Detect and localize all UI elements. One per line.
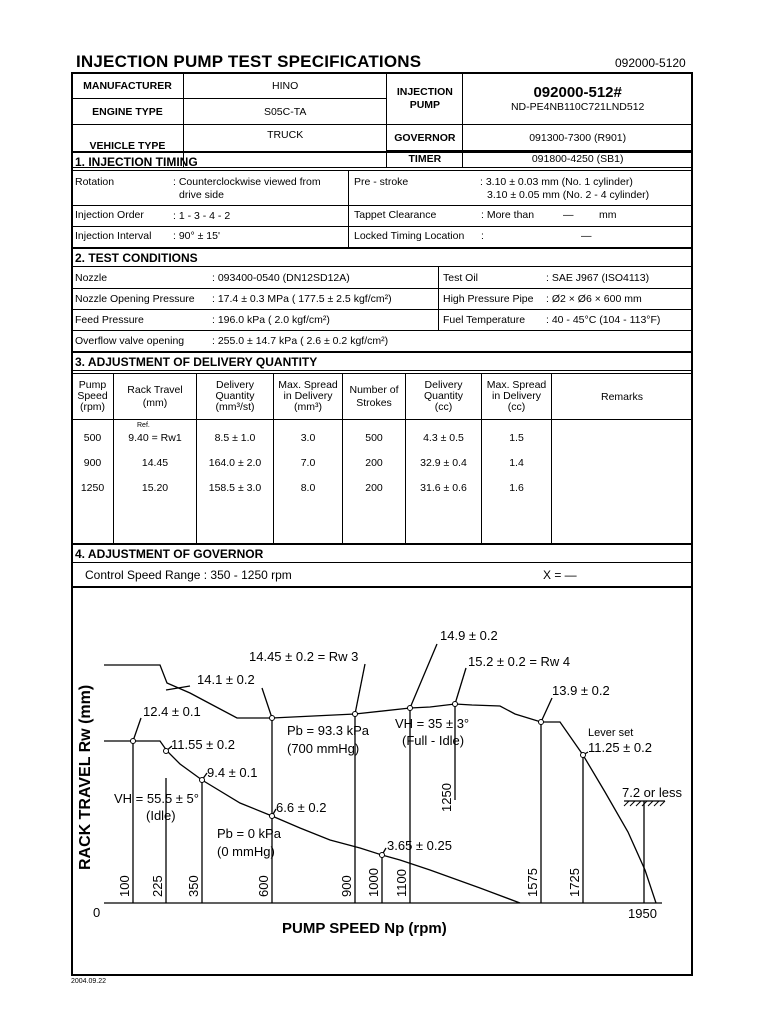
delivery-header-row [72, 374, 693, 420]
locked-colon: : [481, 230, 484, 242]
tick-1250: 1250 [439, 783, 454, 812]
tick-900: 900 [339, 875, 354, 897]
interval-value: : 90° ± 15' [173, 230, 220, 242]
footer-date: 2004.09.22 [71, 978, 107, 985]
ann-idle: (Idle) [146, 808, 176, 823]
col-strokes: Number of Strokes [343, 374, 406, 420]
nozzle-value: : 093400-0540 (DN12SD12A) [212, 272, 350, 284]
engine-type-value: S05C-TA [183, 99, 386, 125]
injection-timing-heading: 1. INJECTION TIMING [71, 151, 693, 171]
rotation-row [71, 171, 693, 206]
feed-value: : 196.0 kPa ( 2.0 kgf/cm²) [212, 314, 330, 326]
col-spread-cc: Max. Spread in Delivery (cc) [482, 374, 552, 420]
overflow-value: : 255.0 ± 14.7 kPa ( 2.6 ± 0.2 kgf/cm²) [212, 335, 389, 347]
control-range-row [71, 563, 693, 587]
prestroke-value: : 3.10 ± 0.03 mm (No. 1 cylinder) [480, 176, 633, 188]
ann-pb93: Pb = 93.3 kPa [287, 723, 370, 738]
oil-label: Test Oil [443, 272, 479, 284]
col-rack-travel: Rack Travel (mm) [114, 374, 197, 420]
governor-value: 091300-7300 (R901) [463, 125, 693, 151]
tappet-label: Tappet Clearance [354, 209, 437, 221]
delivery-heading: 3. ADJUSTMENT OF DELIVERY QUANTITY [71, 351, 693, 371]
y-axis-label: RACK TRAVEL Rw (mm) [77, 684, 94, 870]
document-number: 092000-5120 [615, 56, 686, 70]
governor-label: GOVERNOR [387, 125, 463, 151]
ann-vh35: VH = 35 ± 3° [395, 716, 470, 731]
tick-225: 225 [150, 875, 165, 897]
timer-label: TIMER [387, 151, 463, 168]
ann-3-65: 3.65 ± 0.25 [387, 838, 452, 853]
injection-pump-value [463, 73, 693, 125]
rotation-label: Rotation [75, 176, 115, 188]
nop-value: : 17.4 ± 0.3 MPa ( 177.5 ± 2.5 kgf/cm²) [212, 293, 392, 305]
delivery-table [71, 373, 693, 544]
speed-cells: 500 900 1250 [72, 420, 114, 544]
tappet-dash: — [563, 209, 574, 221]
prestroke-label: Pre - stroke [354, 176, 409, 188]
ann-11-25: 11.25 ± 0.2 [588, 740, 652, 755]
ann-700mmhg: (700 mmHg) [287, 741, 360, 756]
ann-pb0: Pb = 0 kPa [217, 826, 281, 841]
interval-label: Injection Interval [75, 230, 152, 242]
x-value: X = — [543, 568, 577, 582]
injection-pump-model: ND-PE4NB110C721LND512 [510, 101, 645, 113]
locked-value: — [581, 230, 592, 242]
ann-full-idle: (Full - Idle) [402, 733, 465, 748]
manufacturer-label: MANUFACTURER [72, 73, 184, 99]
overflow-row [71, 331, 693, 351]
ann-14-9: 14.9 ± 0.2 [440, 628, 498, 643]
ann-0mmhg: (0 mmHg) [217, 844, 275, 859]
ann-rw3: 14.45 ± 0.2 = Rw 3 [249, 649, 359, 664]
governor-diagram [71, 588, 693, 974]
nozzle-label: Nozzle [75, 272, 108, 284]
rotation-value-2: drive side [179, 189, 224, 201]
interval-row [71, 227, 693, 248]
delivery-data [72, 420, 693, 544]
ann-11-55: 11.55 ± 0.2 [171, 737, 235, 752]
order-label: Injection Order [75, 209, 144, 221]
governor-heading: 4. ADJUSTMENT OF GOVERNOR [71, 543, 693, 563]
manufacturer-value: HINO [183, 73, 386, 99]
x-axis-label: PUMP SPEED Np (rpm) [282, 920, 447, 937]
delivery-cc-cells: 4.3 ± 0.5 32.9 ± 0.4 31.6 ± 0.6 [406, 420, 482, 544]
ann-12-4: 12.4 ± 0.1 [143, 704, 201, 719]
ann-6-6: 6.6 ± 0.2 [276, 800, 327, 815]
spread-mm3-cells: 3.0 7.0 8.0 [274, 420, 343, 544]
tick-1000: 1000 [366, 868, 381, 897]
timer-value: 091800-4250 (SB1) [463, 151, 693, 168]
tick-1575: 1575 [525, 868, 540, 897]
order-value: : 1 - 3 - 4 - 2 [173, 210, 231, 222]
tick-350: 350 [186, 875, 201, 897]
origin-label: 0 [93, 905, 101, 920]
control-range: Control Speed Range : 350 - 1250 rpm [85, 568, 292, 582]
feed-row [71, 310, 693, 331]
col-spread-mm3: Max. Spread in Delivery (mm³) [274, 374, 343, 420]
tick-1950: 1950 [628, 906, 657, 921]
ann-rw4: 15.2 ± 0.2 = Rw 4 [468, 654, 571, 669]
ann-14-1: 14.1 ± 0.2 [197, 672, 255, 687]
injection-pump-label: INJECTION PUMP [387, 73, 463, 125]
tappet-value: : More than [481, 209, 535, 221]
tick-1100: 1100 [394, 869, 409, 897]
page-title: INJECTION PUMP TEST SPECIFICATIONS [76, 52, 422, 71]
nozzle-row [71, 267, 693, 289]
oil-value: : SAE J967 (ISO4113) [546, 272, 650, 284]
full-load-curve [104, 665, 656, 903]
injection-pump-number: 092000-512# [533, 84, 622, 101]
rack-cells: Ref. 9.40 = Rw1 14.45 15.20 [114, 420, 197, 544]
col-remarks: Remarks [552, 374, 693, 420]
tick-600: 600 [256, 875, 271, 897]
nop-row [71, 289, 693, 310]
hpp-value: : Ø2 × Ø6 × 600 mm [546, 293, 642, 305]
remarks-cells [552, 420, 693, 544]
overflow-label: Overflow valve opening [75, 335, 185, 347]
tick-100: 100 [117, 875, 132, 897]
tappet-unit: mm [599, 209, 617, 221]
nop-label: Nozzle Opening Pressure [75, 293, 195, 305]
col-delivery-cc: Delivery Quantity (cc) [406, 374, 482, 420]
ann-13-9: 13.9 ± 0.2 [552, 683, 610, 698]
tick-1725: 1725 [567, 868, 582, 897]
vehicle-type-label: VEHICLE TYPE [72, 125, 184, 168]
test-conditions-heading: 2. TEST CONDITIONS [71, 247, 693, 267]
col-pump-speed: Pump Speed (rpm) [72, 374, 114, 420]
ann-9-4: 9.4 ± 0.1 [207, 765, 258, 780]
strokes-cells: 500 200 200 [343, 420, 406, 544]
engine-type-label: ENGINE TYPE [72, 99, 184, 125]
delivery-mm3-cells: 8.5 ± 1.0 164.0 ± 2.0 158.5 ± 3.0 [197, 420, 274, 544]
hpp-label: High Pressure Pipe [443, 293, 534, 305]
ann-lever-set: Lever set [588, 727, 634, 739]
order-row [71, 206, 693, 227]
fuel-label: Fuel Temperature [443, 314, 526, 326]
feed-label: Feed Pressure [75, 314, 144, 326]
fuel-value: : 40 - 45°C (104 - 113°F) [546, 314, 661, 326]
col-delivery-mm3: Delivery Quantity (mm³/st) [197, 374, 274, 420]
vehicle-type-value: TRUCK [183, 125, 386, 168]
point-14-45 [270, 716, 275, 721]
prestroke-value-2: 3.10 ± 0.05 mm (No. 2 - 4 cylinder) [487, 189, 650, 201]
ann-vh55: VH = 55.5 ± 5° [114, 791, 199, 806]
ann-7-2: 7.2 or less [622, 785, 682, 800]
locked-label: Locked Timing Location [354, 230, 465, 242]
spread-cc-cells: 1.5 1.4 1.6 [482, 420, 552, 544]
rotation-value: : Counterclockwise viewed from [173, 176, 321, 188]
